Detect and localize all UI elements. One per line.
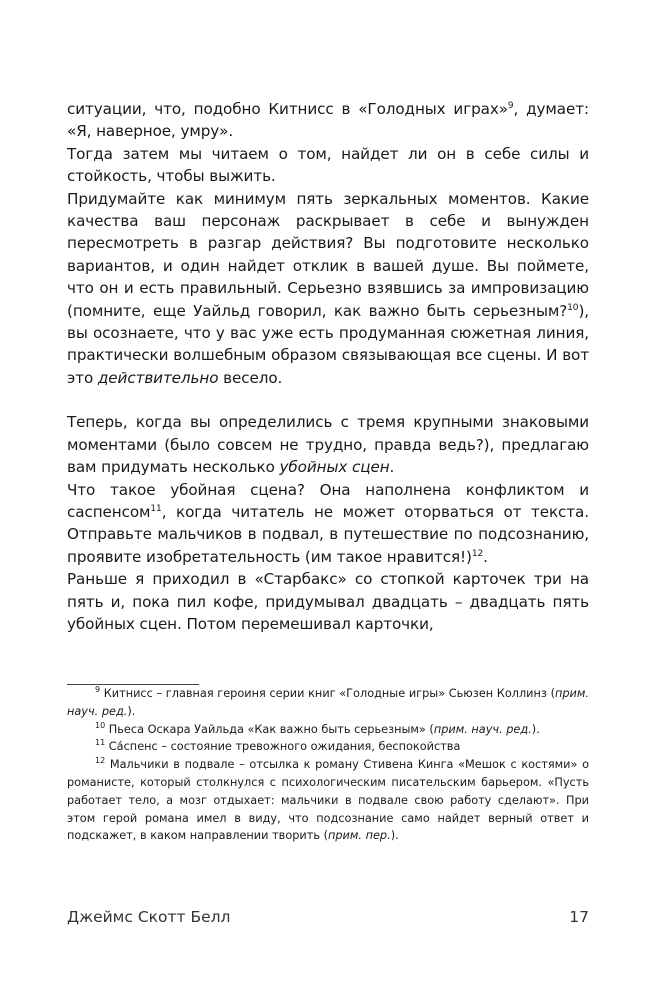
emphasis-text: действительно xyxy=(97,368,219,387)
text-run: Тогда затем мы читаем о том, найдет ли он в себе силы и стойкость, чтобы выжить. xyxy=(67,144,589,186)
text-run: ). xyxy=(531,722,540,736)
footnote-number: 11 xyxy=(95,738,106,748)
text-run: ), вы осознаете, что у вас уже есть продуманная сюжетная линия, практически волшебным образом связывающая все сцены. И вот это xyxy=(67,301,589,387)
emphasis-text: убойных сцен xyxy=(279,458,390,477)
text-run: Что такое убойная сцена? Она наполнена конфликтом и саспенсом xyxy=(67,480,589,521)
paragraph xyxy=(67,143,589,188)
footnote-number: 12 xyxy=(95,756,106,766)
emphasis-text: прим. науч. ред. xyxy=(67,687,589,718)
footnote-reference: 11 xyxy=(150,503,162,514)
paragraph xyxy=(67,568,589,635)
paragraph xyxy=(67,98,589,143)
author-name: Джеймс Скотт Белл xyxy=(67,908,231,926)
footnote xyxy=(67,756,589,845)
paragraph xyxy=(67,411,589,478)
footnote-reference: 9 xyxy=(507,100,514,111)
text-run: ситуации, что, подобно Китнисс в «Голодных играх» xyxy=(67,100,508,118)
footnote xyxy=(67,721,589,739)
body-text xyxy=(67,98,589,635)
text-run: ). xyxy=(127,704,136,718)
footnote-reference: 12 xyxy=(471,548,484,559)
text-run: Раньше я приходил в «Старбакс» со стопкой карточек три на пять и, пока пил кофе, придумывал двадцать – двадцать пять убойных сцен. Потом перемешивал карточки, xyxy=(67,570,589,633)
emphasis-text: прим. науч. ред. xyxy=(433,722,532,736)
text-run: , думает: «Я, наверное, умру». xyxy=(67,100,589,141)
text-run: ). xyxy=(390,829,399,843)
footnote-reference: 10 xyxy=(567,302,579,313)
footnote xyxy=(67,738,589,756)
page-footer xyxy=(67,907,589,927)
paragraph xyxy=(67,188,589,390)
footnote-number: 9 xyxy=(95,685,101,695)
text-run: Пьеса Оскара Уайльда «Как важно быть серьезным» ( xyxy=(108,722,434,736)
paragraph xyxy=(67,479,589,569)
footnote-number: 10 xyxy=(95,720,106,730)
text-run: Са́спенс – состояние тревожного ожидания, беспокойства xyxy=(108,740,461,754)
text-run: . xyxy=(483,547,488,566)
footnotes xyxy=(67,685,589,845)
text-run: Придумайте как минимум пять зеркальных моментов. Какие качества ваш персонаж раскрывает в себе и вынужден пересмотреть в разгар действия? Вы подготовите несколько вариантов, и один найдет отклик в вашей душе. Вы поймете, что он и есть правильный. Серьезно взявшись за импровизацию (помните, еще Уайльд говорил, как важно быть серьезным? xyxy=(67,189,589,320)
page-number: 17 xyxy=(569,908,589,926)
text-run: Мальчики в подвале – отсылка к роману Стивена Кинга «Мешок с костями» о романисте, который столкнулся с психологическим писательским барьером. «Пусть работает тело, а мозг отдыхает: мальчики в подвале свою работу сделают». При этом герой романа имел в виду, что подсознание само найдет верный ответ и подскажет, в каком направлении творить ( xyxy=(67,758,590,843)
text-run: , когда читатель не может оторваться от текста. Отправьте мальчиков в подвал, в путешествие по подсознанию, проявите изобретательность (им такое нравится!) xyxy=(67,502,589,566)
text-run: . xyxy=(389,458,395,477)
emphasis-text: прим. пер. xyxy=(327,829,391,843)
text-run: Китнисс – главная героиня серии книг «Голодные игры» Сьюзен Коллинз ( xyxy=(103,687,555,700)
text-run: весело. xyxy=(218,368,283,387)
text-run: Теперь, когда вы определились с тремя крупными знаковыми моментами (было совсем не трудно, правда ведь?), предлагаю вам придумать несколько xyxy=(67,413,589,477)
footnote xyxy=(67,685,589,721)
